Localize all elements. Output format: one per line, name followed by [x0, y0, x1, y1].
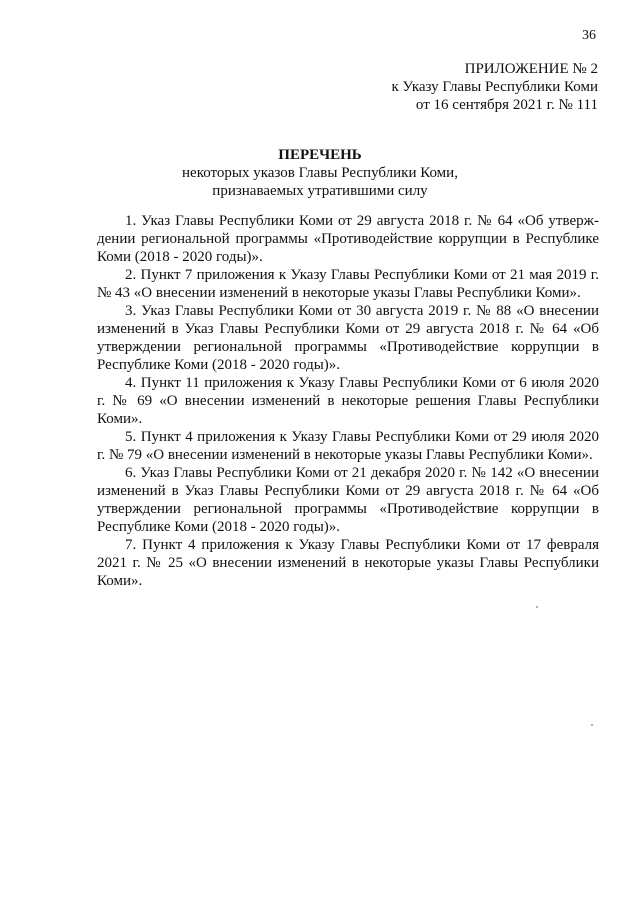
list-item: 3. Указ Главы Республики Коми от 30 августа 2019 г. № 88 «О внесении изменений в Указ Главы Республики Коми от 29 августа 2018 г. № 64 «Об утверждении региональной программы «Противодействие коррупции в Республике Коми (2018 - 2020 годы)».: [97, 303, 599, 373]
list-item: 1. Указ Главы Республики Коми от 29 августа 2018 г. № 64 «Об утверждении региональной программы «Противодействие коррупции в Республике Коми (2018 - 2020 годы)».: [97, 213, 599, 265]
document-subtitle-line-1: некоторых указов Главы Республики Коми,: [182, 165, 458, 181]
list-item: 7. Пункт 4 приложения к Указу Главы Республики Коми от 17 февраля 2021 г. № 25 «О внесении изменений в некоторые указы Главы Республики Коми».: [97, 537, 599, 589]
list-item: 2. Пункт 7 приложения к Указу Главы Республики Коми от 21 мая 2019 г. № 43 «О внесении изменений в некоторые указы Главы Республики Коми».: [97, 267, 599, 301]
document-subtitle-line-2: признаваемых утратившими силу: [212, 183, 428, 199]
list-item: 6. Указ Главы Республики Коми от 21 декабря 2020 г. № 142 «О внесении изменений в Указ Главы Республики Коми от 29 августа 2018 г. № 64 «Об утверждении региональной программы «Противодействие коррупции в Республике Коми (2018 - 2020 годы)».: [97, 465, 599, 535]
appendix-header: [391, 60, 598, 114]
appendix-decree-date: от 16 сентября 2021 г. № 111: [415, 97, 598, 113]
decree-list: [97, 212, 599, 590]
page-number: 36: [582, 28, 596, 43]
list-item: 4. Пункт 11 приложения к Указу Главы Республики Коми от 6 июля 2020 г. № 69 «О внесении изменений в некоторые решения Главы Республики Коми».: [97, 375, 599, 427]
scan-artifact-dot: [591, 724, 593, 726]
document-heading: [0, 146, 640, 200]
document-title: ПЕРЕЧЕНЬ: [278, 147, 362, 163]
scan-artifact-dot: [536, 606, 538, 608]
appendix-decree-ref: к Указу Главы Республики Коми: [391, 79, 598, 95]
appendix-label: ПРИЛОЖЕНИЕ № 2: [464, 61, 598, 77]
list-item: 5. Пункт 4 приложения к Указу Главы Республики Коми от 29 июля 2020 г. № 79 «О внесении изменений в некоторые указы Главы Республики Коми».: [97, 429, 599, 463]
